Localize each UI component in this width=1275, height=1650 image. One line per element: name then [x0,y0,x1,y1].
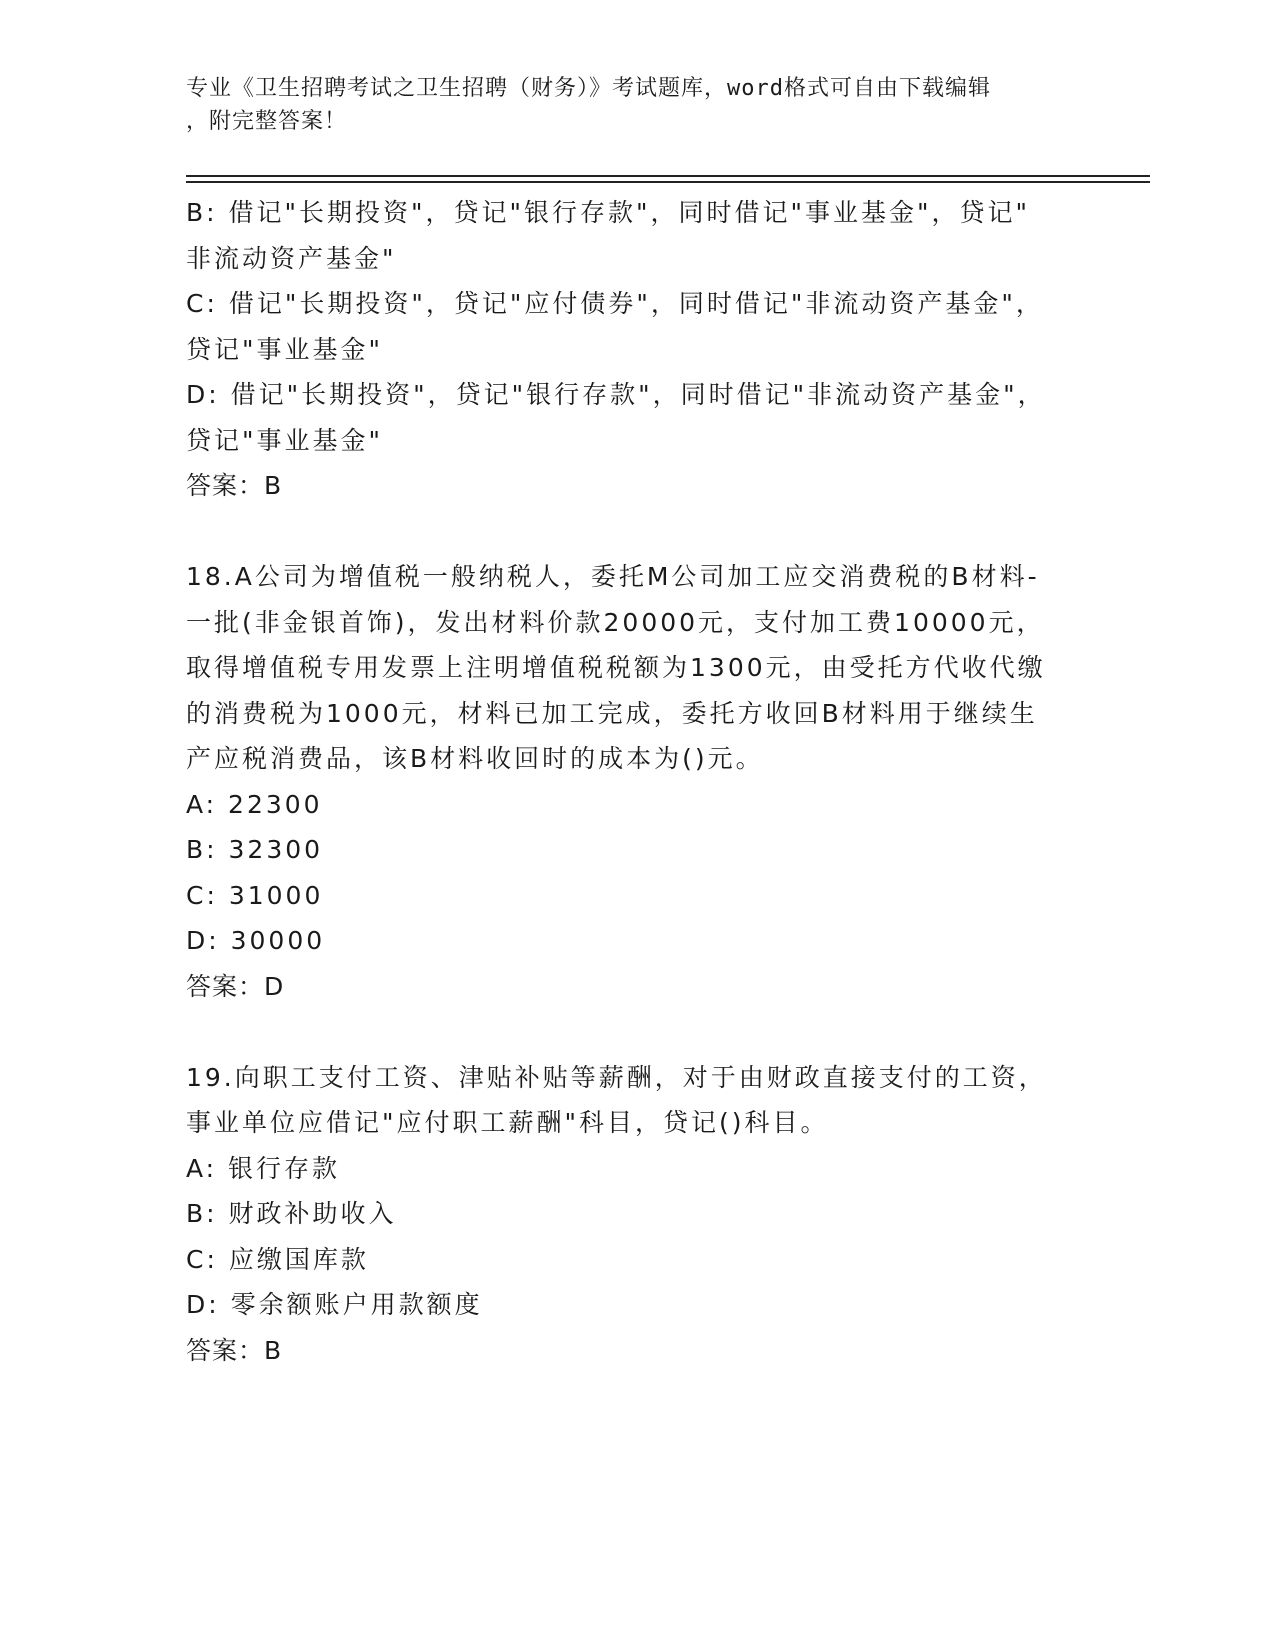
header-divider-bottom [186,181,1150,183]
q18-option-b: B: 32300 [186,835,324,864]
header-line-2: ，附完整答案！ [186,109,348,134]
q17-answer: 答案：B [186,471,283,500]
q17-option-b-line-2: 非流动资产基金" [186,243,397,273]
header-divider-top [186,175,1150,177]
q17-option-b-line-1: B: 借记"长期投资"，贷记"银行存款"，同时借记"事业基金"，贷记" [186,198,1031,227]
q17-option-d-line-1: D: 借记"长期投资"，贷记"银行存款"，同时借记"非流动资产基金"， [186,380,1046,409]
q18-option-c: C: 31000 [186,880,324,910]
question-19 [186,1055,1086,1374]
q17-option-c-line-2: 贷记"事业基金" [186,334,383,364]
q19-option-c: C: 应缴国库款 [186,1244,369,1274]
q19-option-a: A: 银行存款 [186,1153,341,1183]
q19-option-b: B: 财政补助收入 [186,1199,397,1228]
document-header [186,72,1086,138]
question-17-continuation [186,190,1086,509]
question-18 [186,554,1086,1009]
spacer [186,1009,1086,1055]
q17-option-d-line-2: 贷记"事业基金" [186,425,383,455]
q17-option-c-line-1: C: 借记"长期投资"，贷记"应付债券"，同时借记"非流动资产基金"， [186,289,1044,318]
q19-stem-line: 19.向职工支付工资、津贴补贴等薪酬，对于由财政直接支付的工资， [186,1062,1047,1092]
q19-answer: 答案：B [186,1335,283,1365]
q18-option-a: A: 22300 [186,789,323,819]
q18-stem-line: 产应税消费品，该B材料收回时的成本为()元。 [186,744,764,773]
spacer [186,509,1086,555]
document-body [186,190,1086,1373]
q18-stem-line: 的消费税为1000元，材料已加工完成，委托方收回B材料用于继续生 [186,698,1038,728]
q18-stem-line: 一批(非金银首饰)，发出材料价款20000元，支付加工费10000元， [186,607,1045,637]
q18-stem-line: 取得增值税专用发票上注明增值税税额为1300元，由受托方代收代缴 [186,653,1046,682]
q19-stem-line: 事业单位应借记"应付职工薪酬"科目，贷记()科目。 [186,1108,829,1137]
q18-option-d: D: 30000 [186,926,326,955]
q19-option-d: D: 零余额账户用款额度 [186,1290,483,1319]
q18-answer: 答案：D [186,971,285,1001]
q18-stem-line: 18.A公司为增值税一般纳税人，委托M公司加工应交消费税的B材料- [186,562,1040,591]
header-line-1: 专业《卫生招聘考试之卫生招聘（财务）》考试题库，word格式可自由下载编辑 [186,76,991,101]
